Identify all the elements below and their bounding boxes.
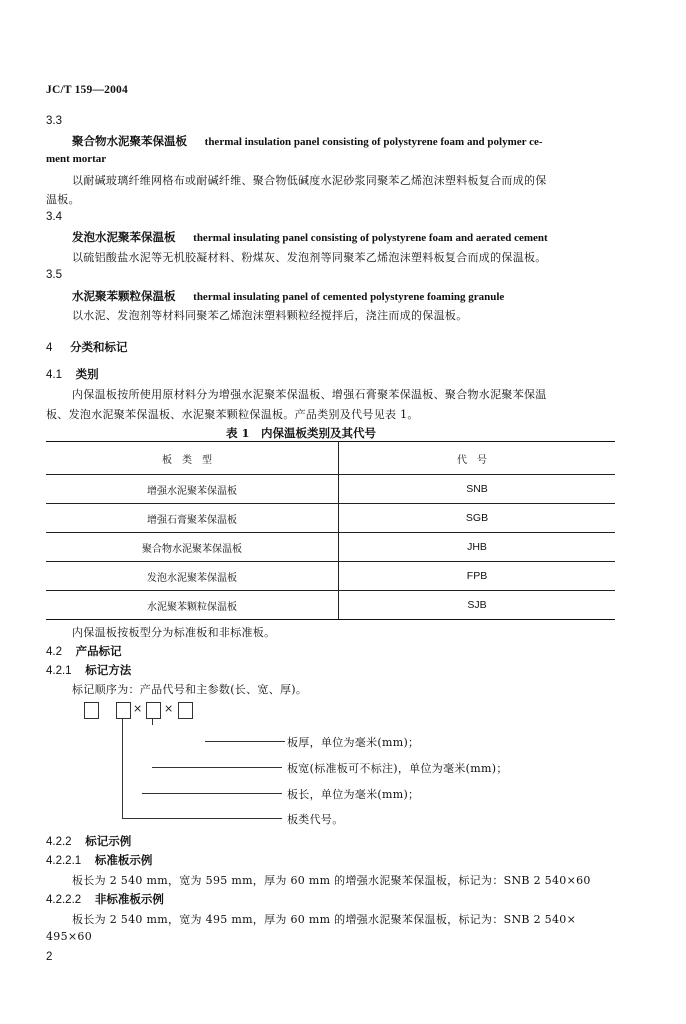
table-header-code: 代号 bbox=[339, 442, 616, 475]
marking-order-text: 标记顺序为：产品代号和主参数(长、宽、厚)。 bbox=[72, 683, 308, 696]
nonstandard-panel-example-cont: 495×60 bbox=[46, 930, 93, 943]
section-4-1-heading bbox=[46, 366, 99, 382]
times-sign: × bbox=[164, 702, 174, 715]
table-row bbox=[46, 533, 615, 562]
section-title: 非标准板示例 bbox=[94, 892, 164, 906]
table-row bbox=[46, 591, 615, 620]
clause-3-5-definition: 以水泥、发泡剂等材料同聚苯乙烯泡沫塑料颗粒经搅拌后，浇注而成的保温板。 bbox=[72, 309, 468, 322]
thickness-box bbox=[178, 702, 193, 719]
label-width: 板宽(标准板可不标注)，单位为毫米(mm)； bbox=[287, 762, 508, 775]
nonstandard-panel-example: 板长为 2 540 mm，宽为 495 mm，厚为 60 mm 的增强水泥聚苯保温板，标记为：SNB 2 540× bbox=[72, 913, 577, 926]
table-header-row bbox=[46, 442, 615, 475]
table-cell-type: 增强石膏聚苯保温板 bbox=[46, 504, 339, 533]
clause-3-4-term bbox=[72, 229, 548, 245]
table-1 bbox=[46, 441, 615, 620]
term-en: thermal insulating panel consisting of polystyrene foam and aerated cement bbox=[193, 232, 548, 244]
clause-3-3-term-en-cont: ment mortar bbox=[46, 153, 107, 165]
clause-3-3-definition: 以耐碱玻璃纤维网格布或耐碱纤维、聚合物低碱度水泥砂浆同聚苯乙烯泡沫塑料板复合而成的保 bbox=[72, 174, 547, 187]
table-cell-type: 水泥聚苯颗粒保温板 bbox=[46, 591, 339, 620]
section-title: 产品标记 bbox=[75, 644, 122, 658]
leader-line-thickness bbox=[205, 741, 285, 742]
section-4-2-1-heading bbox=[46, 662, 131, 678]
section-title: 标准板示例 bbox=[94, 853, 153, 867]
table-row bbox=[46, 475, 615, 504]
code-box bbox=[84, 702, 99, 719]
width-box bbox=[146, 702, 161, 719]
term-cn: 发泡水泥聚苯保温板 bbox=[72, 230, 176, 244]
clause-3-4-number: 3.4 bbox=[46, 211, 62, 223]
clause-3-3-definition-cont: 温板。 bbox=[46, 193, 80, 206]
section-number: 4.2.1 bbox=[46, 665, 72, 677]
section-title: 标记示例 bbox=[85, 834, 132, 848]
section-number: 4.1 bbox=[46, 369, 62, 381]
section-4-2-2-1-heading bbox=[46, 852, 152, 868]
section-title: 分类和标记 bbox=[70, 340, 128, 354]
table-row bbox=[46, 504, 615, 533]
table-header-type: 板类型 bbox=[46, 442, 339, 475]
table-1-caption: 表 1 内保温板类别及其代号 bbox=[226, 426, 377, 440]
section-4-1-text-cont: 板、发泡水泥聚苯保温板、水泥聚苯颗粒保温板。产品类别及代号见表 1。 bbox=[46, 408, 419, 421]
table-cell-code: SGB bbox=[339, 504, 616, 533]
term-en: thermal insulating panel of cemented polystyrene foaming granule bbox=[193, 291, 505, 303]
length-box bbox=[116, 702, 131, 719]
term-cn: 水泥聚苯颗粒保温板 bbox=[72, 289, 176, 303]
clause-3-4-definition: 以硫铝酸盐水泥等无机胶凝材料、粉煤灰、发泡剂等同聚苯乙烯泡沫塑料板复合而成的保温板。 bbox=[72, 251, 547, 264]
section-title: 标记方法 bbox=[85, 663, 132, 677]
section-4-2-2-2-heading bbox=[46, 891, 164, 907]
section-number: 4.2.2.2 bbox=[46, 894, 82, 906]
table-cell-code: FPB bbox=[339, 562, 616, 591]
section-number: 4 bbox=[46, 342, 53, 354]
section-number: 4.2.2.1 bbox=[46, 855, 82, 867]
clause-3-5-term bbox=[72, 288, 504, 304]
table-cell-code: JHB bbox=[339, 533, 616, 562]
clause-3-5-number: 3.5 bbox=[46, 269, 62, 281]
leader-line-code-horizontal bbox=[122, 818, 282, 819]
table-row bbox=[46, 562, 615, 591]
term-cn: 聚合物水泥聚苯保温板 bbox=[72, 134, 187, 148]
section-4-2-heading bbox=[46, 643, 122, 659]
section-number: 4.2.2 bbox=[46, 836, 72, 848]
times-sign: × bbox=[133, 702, 143, 715]
standard-panel-example: 板长为 2 540 mm，宽为 595 mm，厚为 60 mm 的增强水泥聚苯保温板，标记为：SNB 2 540×60 bbox=[72, 874, 591, 887]
table-cell-type: 增强水泥聚苯保温板 bbox=[46, 475, 339, 504]
panel-type-note: 内保温板按板型分为标准板和非标准板。 bbox=[72, 626, 276, 639]
table-cell-type: 聚合物水泥聚苯保温板 bbox=[46, 533, 339, 562]
section-4-2-2-heading bbox=[46, 833, 131, 849]
section-4-1-text: 内保温板按所使用原材料分为增强水泥聚苯保温板、增强石膏聚苯保温板、聚合物水泥聚苯保温 bbox=[72, 388, 547, 401]
table-cell-code: SJB bbox=[339, 591, 616, 620]
standard-number: JC/T 159—2004 bbox=[46, 84, 128, 96]
clause-3-3-term bbox=[72, 133, 543, 149]
term-en: thermal insulation panel consisting of polystyrene foam and polymer ce- bbox=[204, 136, 543, 148]
leader-line-code bbox=[122, 719, 123, 819]
leader-line-length bbox=[142, 793, 282, 794]
label-thickness: 板厚，单位为毫米(mm)； bbox=[287, 736, 420, 749]
table-cell-code: SNB bbox=[339, 475, 616, 504]
label-code: 板类代号。 bbox=[287, 813, 344, 826]
label-length: 板长，单位为毫米(mm)； bbox=[287, 788, 420, 801]
leader-tick-width bbox=[152, 719, 153, 725]
table-cell-type: 发泡水泥聚苯保温板 bbox=[46, 562, 339, 591]
section-number: 4.2 bbox=[46, 646, 62, 658]
page-number: 2 bbox=[46, 951, 53, 963]
leader-line-width bbox=[152, 767, 282, 768]
clause-3-3-number: 3.3 bbox=[46, 115, 62, 127]
section-title: 类别 bbox=[75, 367, 99, 381]
section-4-heading bbox=[46, 339, 128, 355]
